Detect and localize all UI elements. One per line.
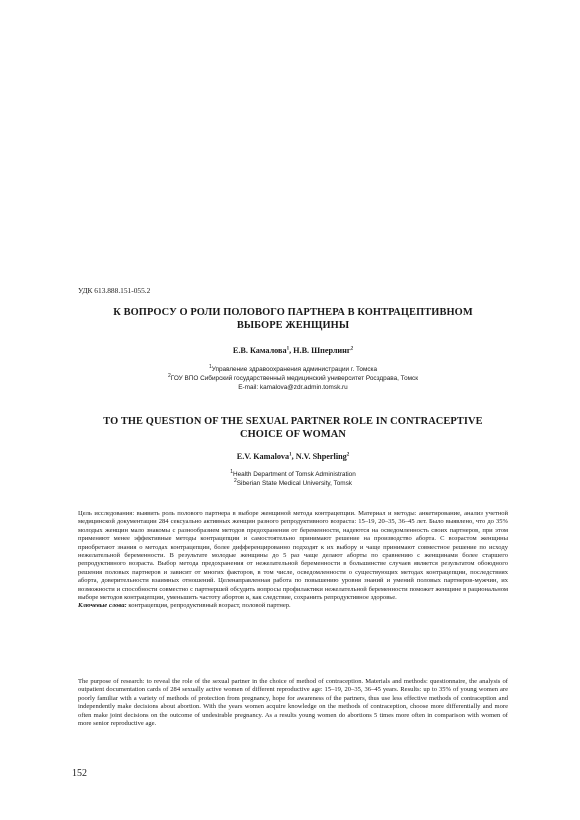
affiliation2-ru <box>78 374 508 383</box>
affiliation2-ru-sup: 2 <box>167 373 171 380</box>
title-ru-line2: ВЫБОРЕ ЖЕНЩИНЫ <box>236 320 350 331</box>
affiliation2-en-sup: 2 <box>234 478 237 485</box>
author1-en-sup: 1 <box>289 452 292 458</box>
title-en-line2: CHOICE OF WOMAN <box>240 429 346 440</box>
abstract-en <box>78 678 508 728</box>
author2-en: N.V. Shperling <box>295 452 347 461</box>
affiliation2-en-text: Siberian State Medical University, Tomsk <box>236 480 352 488</box>
abstract-en-text: The purpose of research: to reveal the role of the sexual partner in the choice of method of contraception. Materials and methods: questionnaire, the analysis of outpatient documentation cards of 284 sexually active women of different reproductive age: 15–19, 20–35, 36–45 years. Results: up to 35% of young women are poorly familiar with a variety of methods of protection from pregnancy, hope for awareness of the partners, thus use less effective methods of contraception and independently make decisions about abortion. With the years women acquire knowledge on the methods of contraception, choose more differentially and more often make joint decisions on the outcome of undesirable pregnancy. As a results young women do abortions 5 times more often in comparison with women of more senior reproductive age. <box>78 678 508 728</box>
affiliation2-ru-text: ГОУ ВПО Сибирский государственный медицинский университет Росздрава, Томск <box>170 375 419 383</box>
author1-en: E.V. Kamalova <box>236 452 290 461</box>
authors-en <box>78 452 508 461</box>
authors-ru <box>78 346 508 355</box>
author2-ru-sup: 2 <box>350 346 354 352</box>
abstract-ru-text: Цель исследования: выявить роль полового партнера в выборе женщиной метода контрацепции. Материал и методы: анкетирование, анализ учетной медицинской документации 284 сексуально активных женщин разного репродуктивного возраста: 15–19, 20–35, 36–45 лет. Было выявлено, что до 35% молодых женщин мало знакомы с разнообразием методов предохранения от беременности, надеются на осведомленность своих партнеров, при этом применяют менее эффективные методы контрацепции и самостоятельно принимают решение на производство аборта. С возрастом женщины приобретают знания о методах контрацепции, более дифференцированно подходят к их выбору и чаще принимают совместное решение по исходу нежелательной беременности. В результате молодые женщины до 5 раз чаще делают аборты по сравнению с женщинами более старшего репродуктивного возраста. Выбор метода предохранения от нежелательной беременности в большинстве случаев является результатом обоюдного решения половых партнеров и зависит от многих факторов, в том числе, осведомленности о существующих методах контрацепции, последствиях аборта, доверительности взаимных отношений. Целенаправленная работа по повышению уровня знаний и умений половых партнеров-мужчин, их возможности и способности совместно с партнершей обсудить вопросы профилактики нежелательной беременности поможет женщине в рациональном выборе методов контрацепции, уменьшить частоту абортов и, как следствие, сохранить репродуктивное здоровье. <box>78 510 508 602</box>
affiliations-ru <box>78 365 508 393</box>
email: E-mail: kamalova@zdr.admin.tomsk.ru <box>238 384 348 392</box>
page-number: 152 <box>72 768 87 779</box>
title-en <box>78 415 508 441</box>
author1-ru-sup: 1 <box>286 346 290 352</box>
affiliation1-ru-sup: 1 <box>208 363 212 370</box>
title-ru-line1: К ВОПРОСУ О РОЛИ ПОЛОВОГО ПАРТНЕРА В КОНТРАЦЕПТИВНОМ <box>113 307 473 318</box>
author-separator-en: , <box>291 452 296 461</box>
author2-ru: Н.В. Шперлинг <box>293 346 351 355</box>
keywords-label: Ключевые слова: <box>78 602 127 610</box>
udc-code: УДК 613.888.151-055.2 <box>78 286 151 295</box>
author-separator-ru: , <box>289 346 294 355</box>
affiliation1-ru-text: Управление здравоохранения администрации г. Томска <box>211 366 378 373</box>
affiliations-en <box>78 470 508 488</box>
affiliation1-ru <box>78 365 508 374</box>
keywords-text: контрацепция, репродуктивный возраст, половой партнер. <box>126 602 291 610</box>
title-en-line1: TO THE QUESTION OF THE SEXUAL PARTNER ROLE IN CONTRACEPTIVE <box>103 416 483 427</box>
author2-en-sup: 2 <box>346 452 350 458</box>
affiliation2-en <box>78 479 508 488</box>
affiliation1-en-sup: 1 <box>230 468 233 475</box>
abstract-ru <box>78 510 508 611</box>
keywords-ru <box>78 602 508 610</box>
affiliation1-en <box>78 470 508 479</box>
affiliation1-en-text: Health Department of Tomsk Administration <box>233 471 356 478</box>
title-ru <box>78 306 508 332</box>
author1-ru: Е.В. Камалова <box>232 346 287 355</box>
